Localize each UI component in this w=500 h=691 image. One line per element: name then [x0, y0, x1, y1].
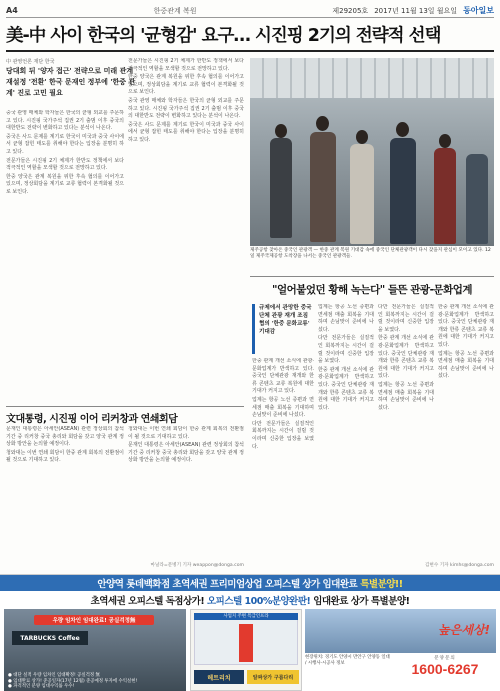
ad-sub-logo: 알짜상가 구름다리: [247, 670, 299, 684]
article2-para: 한중 관계 개선 소식에 관광·문화업계가 반색하고 있다. 중국인 단체관광 재개와 한류 콘텐츠 교류 복원에 대한 기대가 커지고 있다.: [378, 335, 434, 380]
ad-phone-number[interactable]: 1600-6267: [411, 661, 479, 677]
article2-para: 한중 관계 개선 소식에 관광·문화업계가 반색하고 있다. 중국인 단체관광 재개와 한류 콘텐츠 교류 복원에 대한 기대가 커지고 있다.: [438, 304, 494, 348]
main-headline: 美-中 사이 한국의 '균형감' 요구… 시진핑 2기의 전략적 선택: [6, 22, 494, 52]
section-title: 한중관계 복원: [153, 6, 197, 15]
article2-para: 업계는 항공 노선 증편과 면세점 매출 회복을 기대하며 손님맞이 준비에 나섰다.: [378, 381, 434, 411]
ad-note: ● 대단 실적 우량 임차인 임대확정! 공실걱정 無: [8, 673, 100, 678]
ad-sub-b: 오피스텔 100%분양완판!: [206, 596, 311, 607]
article2-para: 한중 관계 개선 소식에 관광·문화업계가 반색하고 있다. 중국인 단체관광 재개와 한류 콘텐츠 교류 복원에 대한 기대가 커지고 있다.: [318, 366, 374, 411]
ad-red-banner: 우량 임차인 임대완료! 공실걱정無: [34, 615, 154, 625]
ad-building-render: [305, 609, 496, 653]
article1-para: 중국은 사드 문제를 계기로 한국이 미국과 중국 사이에서 균형 잡힌 태도를 취해야 한다는 입장을 분명히 하고 있다.: [128, 121, 244, 143]
article1-para: 중국 관영 매체와 학자들은 한국의 균형 외교를 주문하고 있다. 시진핑 국가주석 집권 2기 출범 이후 중국의 대한반도 전략이 변화하고 있다는 분석이 나온다.: [6, 110, 124, 132]
ad-brand-logo: 헤트리치: [194, 670, 244, 684]
ad-storefront-photo: [4, 609, 186, 691]
article2-para: 한중 관계 개선 소식에 관광·문화업계가 반색하고 있다. 중국인 단체관광 재개와 한류 콘텐츠 교류 복원에 대한 기대가 커지고 있다.: [252, 358, 314, 395]
ad-top-emphasis: 특별분양!!: [360, 579, 403, 590]
ad-contact-panel: [305, 609, 496, 691]
article2-para: 다만 전문가들은 실질적인 회복까지는 시간이 걸릴 것이라며 신중한 입장을 보였다.: [318, 335, 374, 365]
airport-photo: [250, 58, 494, 246]
article2-col2: [318, 304, 374, 568]
section-number: A4: [6, 6, 18, 15]
ad-top-text: 안양역 롯데백화점 초역세권 프리미엄상업 오피스텔 상가 임대완료: [97, 579, 358, 590]
article2-col3: [378, 304, 434, 568]
article2-para: 업계는 항공 노선 증편과 면세점 매출 회복을 기대하며 손님맞이 준비에 나섰다.: [252, 396, 314, 419]
article3-para: 문재인 대통령은 아세안(ASEAN) 관련 정상회의 참석 기간 중 리커창 중국 총리와 회담을 갖고 양국 관계 정상화 방안을 논의할 예정이다.: [6, 426, 124, 448]
article2-para: 다만 전문가들은 실질적인 회복까지는 시간이 걸릴 것이라며 신중한 입장을 보였다.: [252, 420, 314, 450]
article3-col1: [6, 426, 124, 566]
page-header: [6, 4, 494, 18]
article1-para: 한중 양국은 관계 복원을 위한 후속 협의를 이어가고 있으며, 정상회담을 계기로 교류 협력이 본격화될 것으로 보인다.: [6, 173, 124, 195]
issue-number: 제29205호: [332, 6, 369, 15]
article2-para: 다만 전문가들은 실질적인 회복까지는 시간이 걸릴 것이라며 신중한 입장을 보였다.: [378, 304, 434, 333]
article2-byline: 김현수 기자 kimhs@donga.com: [424, 563, 494, 568]
article2-highlight-box: 규제에서 관망한 중국 단체 관광 재개 조짐 협의 '한중 문화교류' 기대감: [252, 304, 314, 354]
article3-title: 文대통령, 시진핑 이어 리커창과 연쇄회담: [6, 406, 244, 422]
article1-col1: [6, 110, 124, 402]
article1-para: 한중 양국은 관계 복원을 위한 후속 협의를 이어가고 있으며, 정상회담을 계기로 교류 협력이 본격화될 것으로 보인다.: [128, 74, 244, 96]
ad-map-panel: [190, 609, 302, 691]
photo-caption: 제주공항 찾아온 중국인 관광객 — 한중 관계 복원 기대감 속에 중국인 단체관광객이 다시 찾을지 관심이 모이고 있다. 12일 제주국제공항 도착장을 나서는 중국인 관광객들.: [250, 248, 491, 260]
article2-para: 업계는 항공 노선 증편과 면세점 매출 회복을 기대하며 손님맞이 준비에 나섰다.: [318, 304, 374, 333]
ad-hotline-label: 분양문의: [434, 656, 456, 661]
ad-subtitle: [0, 593, 500, 607]
ad-sub-a: 초역세권 오피스텔 독점상가!: [90, 596, 205, 607]
article2-title: "얼어붙었던 황해 녹는다" 들뜬 관광-문화업계: [250, 276, 494, 300]
article3-byline: 마닐라=문병기 기자 weappon@donga.com: [150, 563, 244, 568]
issue-date: 2017년 11월 13일 월요일: [374, 6, 458, 15]
ad-note: ● 파격적인 분양 입대수익률 우수!: [8, 684, 75, 690]
article1-lead: 당대회 뒤 '양자 접근' 전략으로 미래 관계 재설정 '전환' 한국 문재인 정부에 '한중 관계' 진로 고민 필요: [6, 67, 136, 97]
article1-col2: [128, 58, 244, 402]
article1-para: 전문가들은 시진핑 2기 체제가 한반도 정책에서 보다 적극적인 역할을 모색할 것으로 전망하고 있다.: [128, 58, 244, 72]
article1-para: 중국은 사드 문제를 계기로 한국이 미국과 중국 사이에서 균형 잡힌 태도를 취해야 한다는 입장을 분명히 하고 있다.: [6, 133, 124, 155]
article1-kicker: 中 관영언론 재단 한국: [6, 59, 55, 65]
article3-col2: [128, 426, 244, 558]
article3-para: 청와대는 이번 연쇄 회담이 한중 관계 회복의 전환점이 될 것으로 기대하고 있다.: [6, 449, 124, 464]
ad-slogan: 높은세상!: [438, 623, 490, 637]
ad-info: 현장위치: 경기도 안양시 만안구 안양동 일대 / 시행사·시공사 정보: [305, 655, 390, 666]
ad-store-sign: TARBUCKS Coffee: [12, 631, 88, 645]
ad-hotline: [395, 655, 495, 689]
article2-col1: [252, 358, 314, 568]
ad-note: ● 임대완료 상가! 준공일자(17년 12월) 준공예정 투자에 수익실현!: [8, 678, 138, 684]
article2-col4: [438, 304, 494, 560]
paper-logo: 동아일보: [463, 5, 494, 15]
ad-notes: [8, 673, 182, 690]
article2-para: 업계는 항공 노선 증편과 면세점 매출 회복을 기대하며 손님맞이 준비에 나섰다.: [438, 350, 494, 380]
article3-para: 청와대는 이번 연쇄 회담이 한중 관계 회복의 전환점이 될 것으로 기대하고 있다.: [128, 426, 244, 440]
ad-map-title: 사업지 주변 특급인프라: [194, 613, 298, 620]
article3-para: 문재인 대통령은 아세안(ASEAN) 관련 정상회의 참석 기간 중 리커창 중국 총리와 회담을 갖고 양국 관계 정상화 방안을 논의할 예정이다.: [128, 442, 244, 464]
real-estate-ad: [0, 574, 500, 691]
ad-sub-c: 임대완료 상가 특별분양!: [313, 596, 410, 607]
article1-para: 중국 관영 매체와 학자들은 한국의 균형 외교를 주문하고 있다. 시진핑 국가주석 집권 2기 출범 이후 중국의 대한반도 전략이 변화하고 있다는 분석이 나온다.: [128, 97, 244, 120]
ad-building-icon: [239, 624, 253, 662]
article1-para: 전문가들은 시진핑 2기 체제가 한반도 정책에서 보다 적극적인 역할을 모색할 것으로 전망하고 있다.: [6, 157, 124, 172]
ad-top-banner: [0, 575, 500, 591]
